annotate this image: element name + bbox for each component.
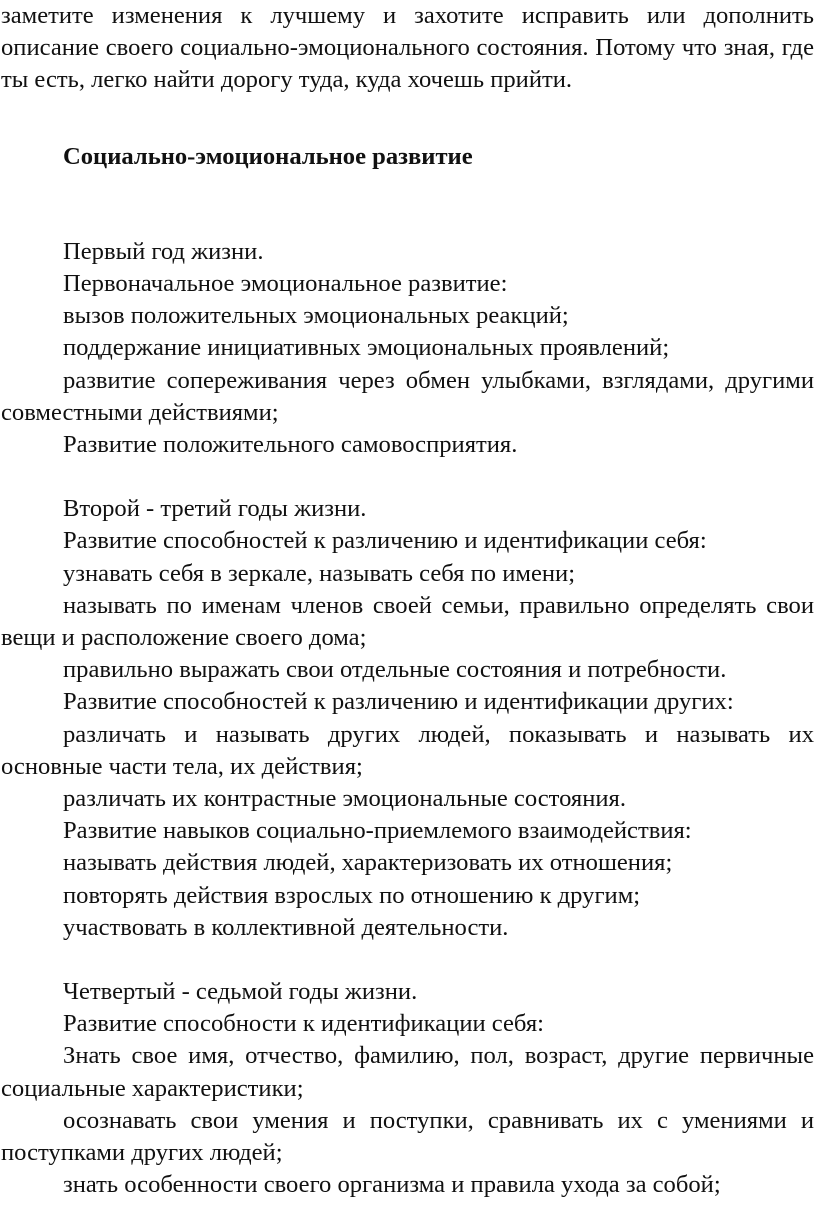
section2-line: различать и называть других людей, показывать и называть их основные части тела, их действия; [1,720,814,780]
section1-line: поддержание инициативных эмоциональных проявлений; [63,334,670,362]
section2-line: Развитие способностей к различению и идентификации себя: [63,527,707,555]
section3-line: осознавать свои умения и поступки, сравнивать их с умениями и поступками других людей; [1,1106,814,1167]
section3-line: Развитие способности к идентификации себя: [63,1010,544,1038]
section2-line: Развитие способностей к различению и идентификации других: [63,688,734,716]
section2-line: называть по именам членов своей семьи, правильно определять свои вещи и расположение своего дома; [1,591,814,652]
section2-line: называть действия людей, характеризовать их отношения; [63,849,673,877]
section2-line: правильно выражать свои отдельные состояния и потребности. [63,656,727,684]
section-heading: Социально-эмоциональное развитие [63,142,473,170]
section1-line: вызов положительных эмоциональных реакций; [63,302,569,330]
section3-title: Четвертый - седьмой годы жизни. [63,978,418,1006]
section2-line: повторять действия взрослых по отношению к другим; [63,881,641,909]
section2-line: различать их контрастные эмоциональные состояния. [63,785,627,813]
intro-paragraph: заметите изменения к лучшему и захотите исправить или дополнить описание своего социально-эмоционального состояния. Потому что зная, где ты есть, легко найти дорогу туда, куда хочешь прийти. [1,2,814,94]
section1-line: Первоначальное эмоциональное развитие: [63,270,508,298]
section2-line: участвовать в коллективной деятельности. [63,913,509,941]
section2-line: узнавать себя в зеркале, называть себя по имени; [63,559,576,587]
section1-line: развитие сопереживания через обмен улыбками, взглядами, другими совместными действиями; [1,366,814,426]
section3-line: Знать свое имя, отчество, фамилию, пол, возраст, другие первичные социальные характеристики; [1,1042,814,1102]
section2-line: Развитие навыков социально-приемлемого взаимодействия: [63,817,692,845]
section2-title: Второй - третий годы жизни. [63,495,367,523]
section1-line: Развитие положительного самовосприятия. [63,431,518,459]
section1-title: Первый год жизни. [63,237,264,265]
section3-line: знать особенности своего организма и правила ухода за собой; [63,1171,721,1199]
